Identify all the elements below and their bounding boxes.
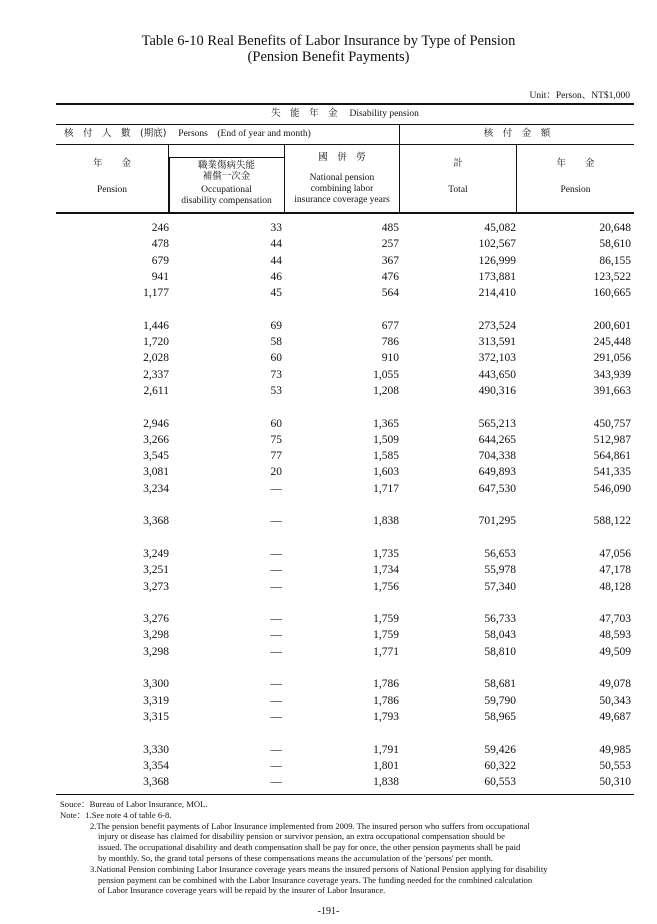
col-national-en-3: insurance coverage years [294,195,390,205]
cell-pension: 3,319 [143,694,169,707]
cell-occupational: — [270,482,282,495]
cell-national: 1,759 [373,613,399,626]
cell-national: 1,771 [373,645,399,658]
col-pension [56,158,168,196]
cell-total: 649,893 [478,466,516,479]
cell-pension: 246 [151,222,169,234]
cell-occupational: 60 [270,352,282,365]
cell-total: 644,265 [478,433,516,446]
cell-pension: 941 [151,270,169,283]
cell-amount-pension: 50,343 [599,694,631,707]
cell-occupational: 73 [270,368,282,381]
group-spacer [0,401,657,417]
cell-occupational: 58 [270,336,282,349]
col-occupational-zh-1: 職業傷病失能 [197,160,255,171]
cell-pension: 1,177 [143,287,169,300]
cell-national: 257 [381,238,399,251]
cell-pension: 2,611 [143,384,169,397]
cell-pension: 3,298 [143,629,169,642]
col-occupational-en-2: disability compensation [181,196,272,206]
cell-amount-pension: 391,663 [593,384,631,397]
persons-header-en: Persons (End of year and month) [178,129,311,139]
table-row [0,336,657,352]
cell-total: 59,790 [484,694,516,707]
col-occupational-en-1: Occupational [201,185,252,195]
group-header-en: Disability pension [349,109,419,119]
cell-national: 485 [381,222,399,234]
table-row [0,287,657,303]
note-2-line-2: injury or disease has claimed for disability pension or survivor pension, an extra occupational compensation should be [98,831,505,842]
cell-total: 126,999 [478,254,516,267]
cell-pension: 2,337 [143,368,169,381]
cell-national: 677 [381,319,399,332]
group-header-zh: 失 能 年 金 [271,108,338,119]
cell-total: 56,653 [484,547,516,560]
cell-occupational: — [270,710,282,723]
cell-national: 1,838 [373,776,399,789]
cell-pension: 3,266 [143,433,169,446]
cell-total: 58,810 [484,645,516,658]
cell-amount-pension: 49,985 [599,743,631,756]
cell-pension: 2,946 [143,417,169,430]
cell-total: 214,410 [478,287,516,300]
cell-pension: 3,545 [143,450,169,463]
cell-amount-pension: 160,665 [593,287,631,300]
cell-national: 1,786 [373,694,399,707]
cell-occupational: 60 [270,417,282,430]
cell-occupational: — [270,645,282,658]
cell-occupational: — [270,694,282,707]
cell-amount-pension: 48,593 [599,629,631,642]
cell-national: 1,509 [373,433,399,446]
cell-national: 1,365 [373,417,399,430]
cell-amount-pension: 47,056 [599,547,631,560]
col-amount-pension-zh: 年 金 [556,158,595,169]
table-row [0,711,657,727]
cell-amount-pension: 123,522 [593,270,631,283]
cell-pension: 3,249 [143,547,169,560]
note-2-line-4: by monthly. So, the grand total persons of these compensations means the accumulation of the 'persons' per month. [98,852,493,863]
cell-occupational: — [270,515,282,528]
cell-national: 1,735 [373,547,399,560]
table-row [0,271,657,287]
top-rule [56,103,634,105]
cell-national: 1,756 [373,580,399,593]
cell-national: 910 [381,352,399,365]
cell-total: 565,213 [478,417,516,430]
cell-amount-pension: 50,310 [599,776,631,789]
table-row [0,385,657,401]
col-occupational [169,160,284,207]
cell-amount-pension: 564,861 [593,450,631,463]
cell-total: 372,103 [478,352,516,365]
cell-pension: 2,028 [143,352,169,365]
cell-national: 1,717 [373,482,399,495]
cell-amount-pension: 49,078 [599,678,631,691]
cell-national: 1,208 [373,384,399,397]
col-national-en-1: National pension [309,173,375,183]
group-header [56,108,634,120]
cell-national: 1,791 [373,743,399,756]
cell-national: 367 [381,254,399,267]
cell-amount-pension: 512,987 [593,433,631,446]
cell-pension: 3,300 [143,678,169,691]
col-total [400,158,516,196]
cell-national: 1,793 [373,710,399,723]
cell-total: 58,965 [484,710,516,723]
cell-amount-pension: 20,648 [599,222,631,234]
cell-amount-pension: 58,610 [599,238,631,251]
cell-amount-pension: 343,939 [593,368,631,381]
cell-occupational: 33 [270,222,282,234]
col-occupational-zh-2: 補償一次金 [202,171,251,182]
table-row [0,238,657,254]
cell-national: 786 [381,336,399,349]
cell-pension: 1,446 [143,319,169,332]
table-row [0,613,657,629]
cell-amount-pension: 49,509 [599,645,631,658]
table-row [0,222,657,238]
table-row [0,695,657,711]
cell-amount-pension: 50,553 [599,759,631,772]
group-spacer [0,303,657,319]
cell-amount-pension: 200,601 [593,319,631,332]
cell-amount-pension: 86,155 [599,254,631,267]
cell-occupational: — [270,678,282,691]
header-bottom-rule [56,212,634,214]
table-row [0,564,657,580]
cell-occupational: — [270,776,282,789]
cell-pension: 3,276 [143,613,169,626]
note-2-line-3: issued. The occupational disability and death compensation shall be pay for once, the other pension payments shall be paid [98,842,521,853]
header-rule-1 [56,124,634,125]
col-total-en: Total [448,185,468,195]
cell-occupational: 44 [270,238,282,251]
cell-national: 1,734 [373,564,399,577]
cell-occupational: 77 [270,450,282,463]
cell-total: 173,881 [478,270,516,283]
table-body [0,222,657,792]
cell-total: 273,524 [478,319,516,332]
table-row [0,434,657,450]
col-pension-zh: 年 金 [92,158,131,169]
table-row [0,629,657,645]
note-3-line-3: of Labor Insurance coverage years will be repaid by the insurer of Labor Insurance. [98,885,386,896]
table-bottom-rule [56,794,634,795]
amount-header: 核 付 金 額 [483,128,551,139]
unit-label: Unit：Person、NT$1,000 [529,91,630,101]
cell-occupational: 46 [270,270,282,283]
cell-national: 1,603 [373,466,399,479]
table-row [0,515,657,531]
page-number: -191- [317,906,340,917]
group-spacer [0,532,657,548]
cell-total: 313,591 [478,336,516,349]
cell-occupational: 75 [270,433,282,446]
table-row [0,450,657,466]
table-row [0,255,657,271]
cell-pension: 3,354 [143,759,169,772]
cell-amount-pension: 47,703 [599,613,631,626]
cell-amount-pension: 450,757 [593,417,631,430]
col-total-zh: 計 [453,158,463,169]
col-pension-en: Pension [96,185,128,195]
cell-amount-pension: 49,687 [599,710,631,723]
cell-total: 56,733 [484,613,516,626]
cell-total: 57,340 [484,580,516,593]
col-amount-pension [517,158,634,196]
table-title: Table 6-10 Real Benefits of Labor Insurance by Type of Pension [141,33,516,49]
cell-pension: 3,273 [143,580,169,593]
cell-occupational: — [270,564,282,577]
cell-total: 443,650 [478,368,516,381]
cell-pension: 1,720 [143,336,169,349]
header-rule-2 [56,144,634,145]
col-amount-pension-en: Pension [560,185,591,195]
cell-pension: 3,368 [143,776,169,789]
table-row [0,776,657,792]
group-spacer [0,499,657,515]
cell-national: 1,838 [373,515,399,528]
cell-total: 60,553 [484,776,516,789]
cell-national: 1,055 [373,368,399,381]
cell-amount-pension: 546,090 [593,482,631,495]
cell-total: 55,978 [484,564,516,577]
table-row [0,418,657,434]
cell-total: 58,681 [484,678,516,691]
note-3-line-2: pension payment can be combined with the Labor Insurance coverage years. The funding needed for the combined calculation [98,874,533,885]
cell-pension: 3,368 [143,515,169,528]
table-row [0,352,657,368]
cell-pension: 3,081 [143,466,169,479]
cell-pension: 3,298 [143,645,169,658]
cell-total: 45,082 [484,222,516,234]
col-national-en-2: combining labor [310,184,374,194]
group-spacer [0,597,657,613]
cell-pension: 478 [151,238,169,251]
cell-occupational: — [270,629,282,642]
cell-total: 647,530 [478,482,516,495]
cell-occupational: 53 [270,384,282,397]
cell-total: 704,338 [478,450,516,463]
cell-pension: 3,315 [143,710,169,723]
cell-occupational: — [270,613,282,626]
cell-amount-pension: 541,335 [593,466,631,479]
table-row [0,744,657,760]
table-row [0,483,657,499]
cell-occupational: — [270,580,282,593]
table-row [0,760,657,776]
cell-national: 1,786 [373,678,399,691]
note-1: Note：1.See note 4 of table 6-8. [60,809,172,820]
cell-national: 564 [381,287,399,300]
persons-header-zh: 核 付 人 數 (期底) [64,128,167,139]
cell-pension: 3,330 [143,743,169,756]
col-national [285,152,399,206]
note-2-line-1: 2.The pension benefit payments of Labor Insurance implemented from 2009. The insured person who suffers from occupational [90,820,530,831]
cell-total: 59,426 [484,743,516,756]
table-row [0,466,657,482]
cell-total: 701,295 [478,515,516,528]
cell-occupational: 44 [270,254,282,267]
notes [60,799,640,896]
cell-total: 60,322 [484,759,516,772]
cell-amount-pension: 291,056 [593,352,631,365]
table-row [0,646,657,662]
cell-amount-pension: 245,448 [593,336,631,349]
cell-amount-pension: 48,128 [599,580,631,593]
cell-pension: 679 [151,254,169,267]
cell-pension: 3,234 [143,482,169,495]
cell-amount-pension: 47,178 [599,564,631,577]
cell-total: 58,043 [484,629,516,642]
persons-header [56,128,407,140]
cell-occupational: 45 [270,287,282,300]
table-row [0,581,657,597]
col-national-zh: 國 併 勞 [318,152,366,163]
cell-occupational: — [270,743,282,756]
table-row [0,369,657,385]
cell-occupational: — [270,759,282,772]
note-source: Souce：Bureau of Labor Insurance, MOL. [60,799,208,809]
cell-occupational: 69 [270,319,282,332]
note-3-line-1: 3.National Pension combining Labor Insurance coverage years means the insured persons of National Pension applying for disability [90,863,548,874]
table-row [0,320,657,336]
table-row [0,678,657,694]
group-spacer [0,727,657,743]
table-subtitle: (Pension Benefit Payments) [247,49,410,65]
cell-national: 1,585 [373,450,399,463]
cell-total: 102,567 [478,238,516,251]
cell-total: 490,316 [478,384,516,397]
group-spacer [0,662,657,678]
cell-national: 1,801 [373,759,399,772]
cell-occupational: 20 [270,466,282,479]
cell-national: 1,759 [373,629,399,642]
cell-pension: 3,251 [143,564,169,577]
table-row [0,548,657,564]
cell-amount-pension: 588,122 [593,515,631,528]
cell-national: 476 [381,270,399,283]
cell-occupational: — [270,547,282,560]
